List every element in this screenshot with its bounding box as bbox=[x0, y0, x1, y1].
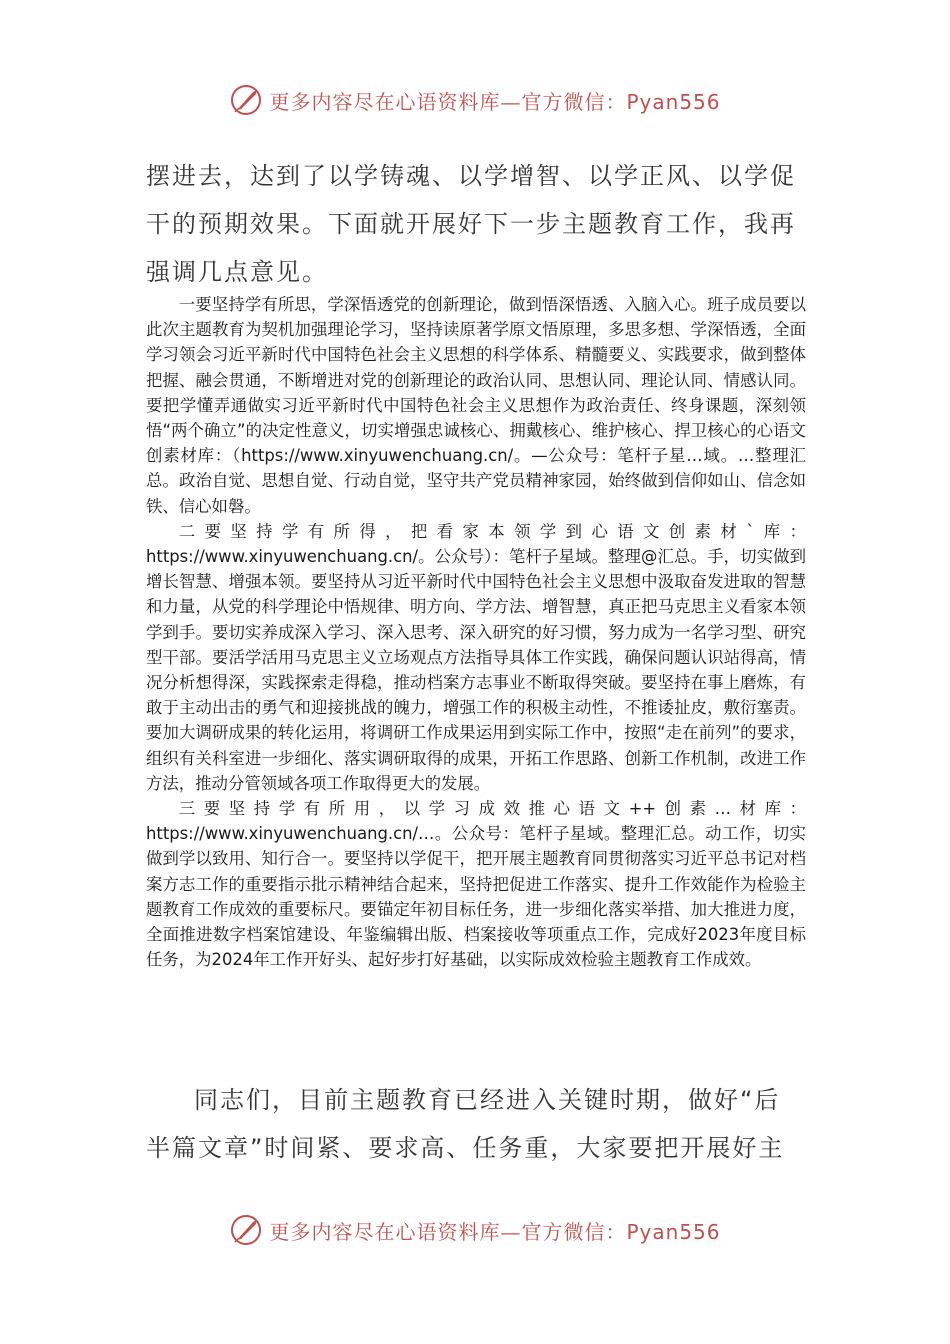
header-banner bbox=[0, 80, 950, 120]
point-three: 三要坚持学有所用，以学习成效推心语文++创素…材库：https://www.xinyuwenchuang.cn/…。公众号：笔杆子星域。整理汇总。动工作，切实做到学以致用、知行合一。要坚持以学促干，把开展主题教育同贯彻落实习近平总书记对档案方志工作的重要指示批示精神结合起来，坚持把促进工作落实、提升工作效能作为检验主题教育工作成效的重要标尺。要锚定年初目标任务，进一步细化落实举措、加大推进力度，全面推进数字档案馆建设、年鉴编辑出版、档案接收等项重点工作，完成好2023年度目标任务，为2024年工作开好头、起好步打好基础，以实际成效检验主题教育工作成效。 bbox=[146, 799, 806, 970]
wechat-id: Pyan556 bbox=[626, 89, 721, 114]
quill-pen-icon bbox=[229, 83, 263, 117]
quill-pen-icon bbox=[229, 1213, 263, 1247]
banner-text bbox=[269, 86, 720, 115]
footer-banner bbox=[0, 1210, 950, 1250]
closing-paragraph bbox=[146, 1076, 806, 1172]
intro-paragraph bbox=[146, 152, 806, 296]
closing-text: 同志们，目前主题教育已经进入关键时期，做好“后半篇文章”时间紧、要求高、任务重，大家要把开展好主 bbox=[146, 1086, 785, 1162]
banner-label: 更多内容尽在心语资料库—官方微信： bbox=[269, 1219, 627, 1244]
intro-text: 摆进去，达到了以学铸魂、以学增智、以学正风、以学促干的预期效果。下面就开展好下一步主题教育工作，我再强调几点意见。 bbox=[146, 162, 796, 286]
body-points bbox=[146, 292, 806, 972]
point-two: 二要坚持学有所得，把看家本领学到心语文创素材`库：https://www.xinyuwenchuang.cn/。公众号）：笔杆子星域。整理@汇总。手，切实做到增长智慧、增强本领。要坚持从习近平新时代中国特色社会主义思想中汲取奋发进取的智慧和力量，从党的科学理论中悟规律、明方向、学方法、增智慧，真正把马克思主义看家本领学到手。要切实养成深入学习、深入思考、深入研究的好习惯，努力成为一名学习型、研究型干部。要活学活用马克思主义立场观点方法指导具体工作实践，确保问题认识站得高，情况分析想得深，实践探索走得稳，推动档案方志事业不断取得突破。要坚持在事上磨炼，有敢于主动出击的勇气和迎接挑战的魄力，增强工作的积极主动性，不推诿扯皮，敷衍塞责。要加大调研成果的转化运用，将调研工作成果运用到实际工作中，按照“走在前列”的要求，组织有关科室进一步细化、落实调研取得的成果，开拓工作思路、创新工作机制，改进工作方法，推动分管领域各项工作取得更大的发展。 bbox=[146, 521, 806, 793]
banner-text bbox=[269, 1216, 720, 1245]
wechat-id: Pyan556 bbox=[626, 1219, 721, 1244]
banner-label: 更多内容尽在心语资料库—官方微信： bbox=[269, 89, 627, 114]
point-one: 一要坚持学有所思，学深悟透党的创新理论，做到悟深悟透、入脑入心。班子成员要以此次主题教育为契机加强理论学习，坚持读原著学原文悟原理，多思多想、学深悟透，全面学习领会习近平新时代中国特色社会主义思想的科学体系、精髓要义、实践要求，做到整体把握、融会贯通，不断增进对党的创新理论的政治认同、思想认同、理论认同、情感认同。要把学懂弄通做实习近平新时代中国特色社会主义思想作为政治责任、终身课题，深刻领悟“两个确立”的决定性意义，切实增强忠诚核心、拥戴核心、维护核心、捍卫核心的心语文创素材库：（https://www.xinyuwenchuang.cn/。—公众号：笔杆子星…域。…整理汇总。政治自觉、思想自觉、行动自觉，坚守共产党员精神家园，始终做到信仰如山、信念如铁、信心如磐。 bbox=[146, 295, 806, 516]
